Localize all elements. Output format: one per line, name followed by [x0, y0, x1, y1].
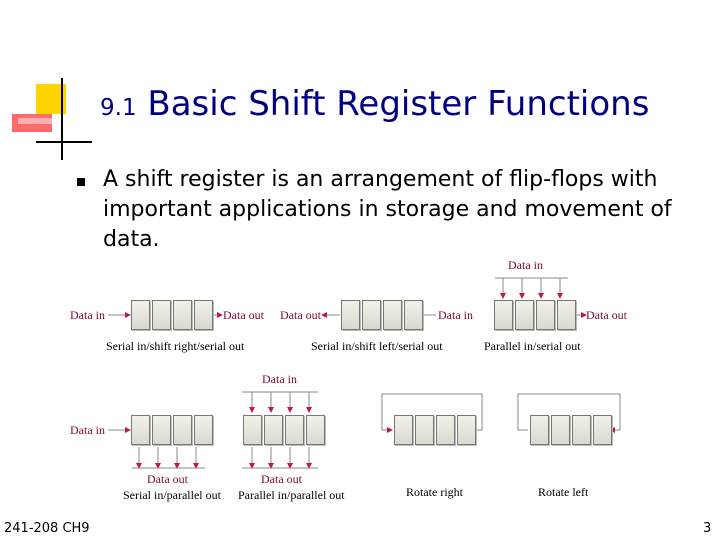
caption-serial-right: Serial in/shift right/serial out [106, 339, 245, 353]
flip-flop-cell [530, 415, 549, 445]
bullet-text: A shift register is an arrangement of flip-flops with important applications in storage and movement of data. [103, 167, 672, 252]
flip-flop-cell [362, 300, 381, 330]
footer-page-number: 3 [703, 521, 712, 536]
flip-flop-cell [404, 300, 423, 330]
flip-flop-cell [194, 415, 213, 445]
data-out-label: Data out [280, 308, 321, 322]
register-serial-left [341, 300, 425, 330]
flip-flop-cell [557, 300, 576, 330]
flip-flop-cell [306, 415, 325, 445]
data-out-label: Data out [223, 308, 264, 322]
caption-rotate-right: Rotate right [406, 485, 463, 499]
flip-flop-cell [131, 300, 150, 330]
data-in-label: Data in [70, 423, 105, 437]
register-parallel-parallel [243, 415, 327, 445]
data-out-label: Data out [261, 472, 302, 486]
flip-flop-cell [243, 415, 262, 445]
data-out-label: Data out [147, 472, 188, 486]
flip-flop-cell [173, 300, 192, 330]
data-in-label: Data in [508, 258, 543, 272]
flip-flop-cell [194, 300, 213, 330]
flip-flop-cell [436, 415, 455, 445]
register-rotate-right [394, 415, 478, 445]
flip-flop-cell [551, 415, 570, 445]
flip-flop-cell [264, 415, 283, 445]
caption-parallel-serial: Parallel in/serial out [484, 339, 581, 353]
flip-flop-cell [152, 415, 171, 445]
flip-flop-cell [593, 415, 612, 445]
caption-serial-parallel: Serial in/parallel out [123, 488, 221, 502]
register-serial-right [131, 300, 215, 330]
flip-flop-cell [415, 415, 434, 445]
flip-flop-cell [152, 300, 171, 330]
flip-flop-cell [173, 415, 192, 445]
caption-serial-left: Serial in/shift left/serial out [311, 339, 443, 353]
flip-flop-cell [383, 300, 402, 330]
flip-flop-cell [572, 415, 591, 445]
register-serial-parallel [131, 415, 215, 445]
data-in-label: Data in [70, 308, 105, 322]
footer-course: 241-208 CH9 [4, 521, 90, 536]
data-out-label: Data out [586, 308, 627, 322]
caption-parallel-parallel: Parallel in/parallel out [238, 488, 345, 502]
title-text: Basic Shift Register Functions [147, 84, 650, 124]
data-in-label: Data in [262, 372, 297, 386]
flip-flop-cell [131, 415, 150, 445]
title-number: 9.1 [100, 95, 137, 121]
flip-flop-cell [536, 300, 555, 330]
flip-flop-cell [515, 300, 534, 330]
data-in-label: Data in [438, 308, 473, 322]
flip-flop-cell [341, 300, 360, 330]
register-rotate-left [530, 415, 614, 445]
register-parallel-serial [494, 300, 578, 330]
flip-flop-cell [394, 415, 413, 445]
flip-flop-cell [457, 415, 476, 445]
caption-rotate-left: Rotate left [538, 485, 589, 499]
flip-flop-cell [494, 300, 513, 330]
flip-flop-cell [285, 415, 304, 445]
